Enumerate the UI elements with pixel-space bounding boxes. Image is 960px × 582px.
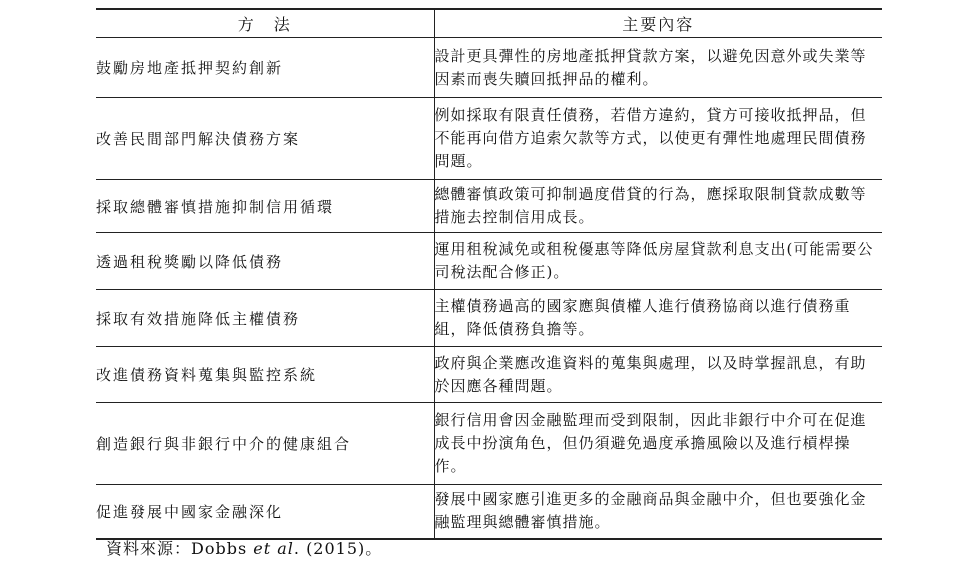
row-content: 發展中國家應引進更多的金融商品與金融中介，但也要強化金融監理與總體審慎措施。 [434,485,882,539]
row-method: 採取總體審慎措施抑制信用循環 [96,180,434,233]
row-method: 改進債務資料蒐集與監控系統 [96,347,434,403]
row-method: 創造銀行與非銀行中介的健康組合 [96,403,434,485]
table-row [96,485,882,539]
table-row [96,38,882,98]
header-method: 方 法 [96,9,434,38]
row-content: 例如採取有限責任債務，若借方違約，貸方可接收抵押品，但不能再向借方追索欠款等方式，以使更有彈性地處理民間債務問題。 [434,98,882,180]
row-content: 政府與企業應改進資料的蒐集與處理，以及時掌握訊息，有助於因應各種問題。 [434,347,882,403]
table-row [96,180,882,233]
row-content: 總體審慎政策可抑制過度借貸的行為，應採取限制貸款成數等措施去控制信用成長。 [434,180,882,233]
table-row [96,290,882,347]
row-content: 運用租稅減免或租稅優惠等降低房屋貸款利息支出(可能需要公司稅法配合修正)。 [434,233,882,290]
table-row [96,233,882,290]
row-method: 透過租稅獎勵以降低債務 [96,233,434,290]
table-row [96,403,882,485]
row-method: 採取有效措施降低主權債務 [96,290,434,347]
row-content: 銀行信用會因金融監理而受到限制，因此非銀行中介可在促進成長中扮演角色，但仍須避免過度承擔風險以及進行槓桿操作。 [434,403,882,485]
policy-table [96,8,882,540]
table-row [96,98,882,180]
table-row [96,347,882,403]
source-prefix: 資料來源：Dobbs [106,539,254,558]
row-method: 鼓勵房地產抵押契約創新 [96,38,434,98]
table-header-row [96,9,882,38]
header-content: 主要內容 [434,9,882,38]
source-suffix: . (2015)。 [293,539,383,558]
source-note [106,536,382,559]
row-content: 設計更具彈性的房地產抵押貸款方案，以避免因意外或失業等因素而喪失贖回抵押品的權利。 [434,38,882,98]
row-method: 促進發展中國家金融深化 [96,485,434,539]
source-italic: et al [253,539,294,558]
row-content: 主權債務過高的國家應與債權人進行債務協商以進行債務重組，降低債務負擔等。 [434,290,882,347]
row-method: 改善民間部門解決債務方案 [96,98,434,180]
